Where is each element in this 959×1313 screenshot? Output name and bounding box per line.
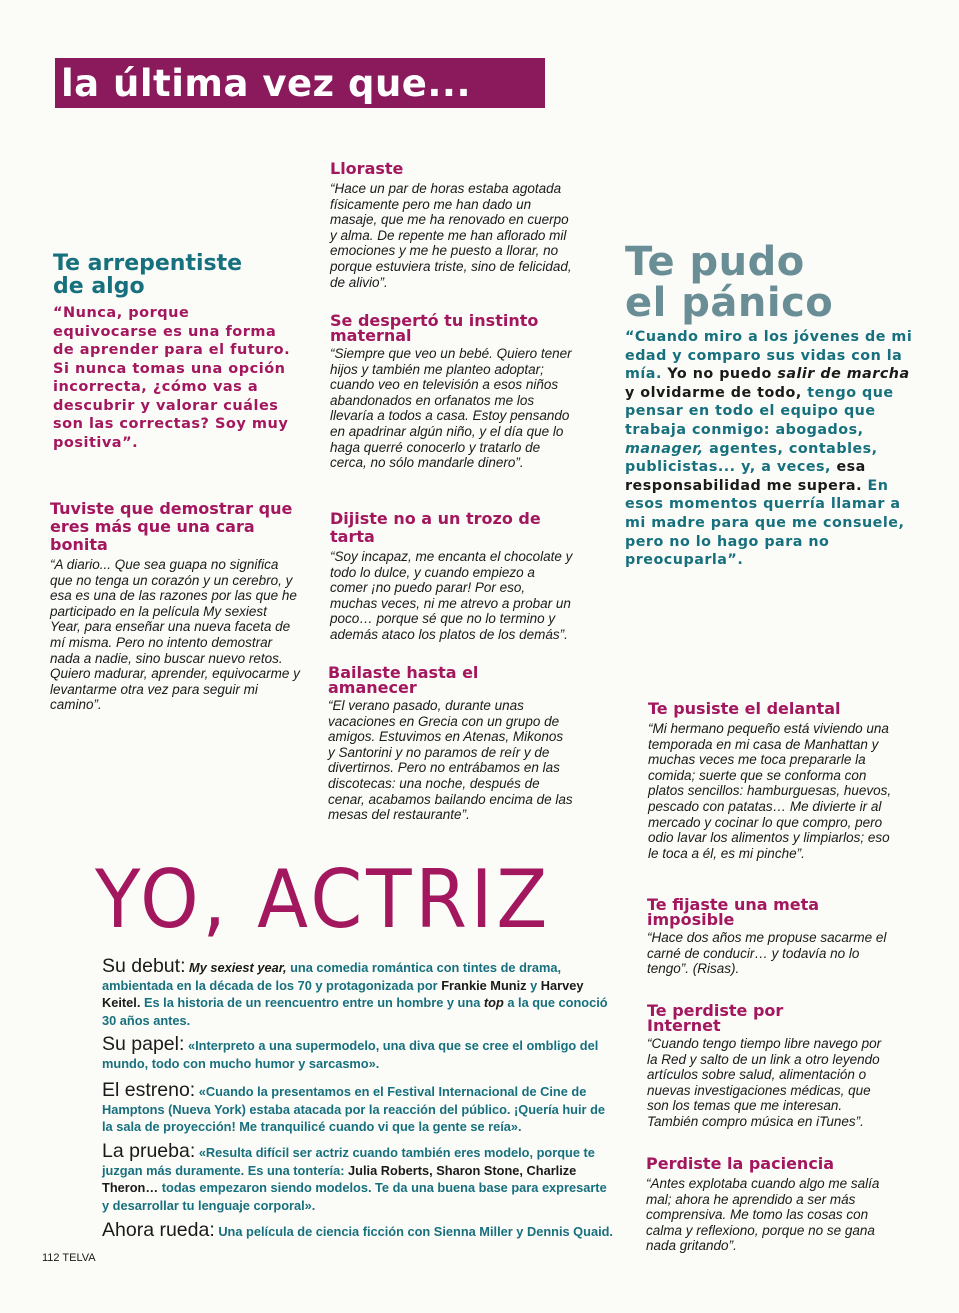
- section-paciencia: [646, 1155, 894, 1254]
- section-heading-line1: Te arrepentiste: [53, 251, 243, 276]
- section-meta: [647, 897, 895, 977]
- section-demostrar: [50, 500, 300, 713]
- section-heading: Bailaste hasta el amanecer: [328, 663, 479, 697]
- section-lloraste: [330, 160, 575, 290]
- section-text: “Soy incapaz, me encanta el chocolate y todo lo dulce, y cuando empiezo a comer ¡no puedo parar! Por eso, muchas veces, ni me atrevo a probar un poco… porque sé que no lo termino y además ataco los platos de los demás”.: [330, 549, 573, 642]
- section-instinto: [330, 313, 575, 471]
- section-heading: Lloraste: [330, 159, 404, 178]
- page-footer: [42, 1252, 96, 1264]
- section-heading: Te perdiste por Internet: [647, 1001, 784, 1035]
- section-text: “Hace dos años me propuse sacarme el carné de conducir… y todavía no lo tengo”. (Risas).: [647, 930, 887, 977]
- section-text: “Mi hermano pequeño está viviendo una temporada en mi casa de Manhattan y muchas veces me toca prepararle la comida; suerte que se conforma con platos sencillos: hamburguesas, huevos, pescado con patatas… Me divierte ir al mercado y cocinar lo que compro, pero odio lavar los alimentos y limpiarlos; eso le toca a él, es mi pinche”.: [648, 721, 892, 861]
- section-text: “Antes explotaba cuando algo me salía mal; ahora he aprendido a ser más comprensiva. Me tomo las cosas con calma y reflexiono, porque no se gana nada gritando”.: [646, 1176, 880, 1254]
- magazine-name: TELVA: [62, 1252, 96, 1264]
- section-heading: Te fijaste una meta imposible: [647, 895, 820, 929]
- actriz-estreno: El estreno: «Cuando la presentamos en el Festival Internacional de Cine de Hamptons (Nueva York) estaba atacada por la reacción del público. ¡Quería huir de la sala de proyección! Me tranquilicé cuando vi que la gente se reía».: [102, 1079, 606, 1134]
- actriz-title: YO, ACTRIZ: [95, 853, 552, 946]
- section-internet: [647, 1003, 895, 1130]
- row-label: Su papel:: [102, 1033, 185, 1055]
- section-heading-line1: Te pudo: [625, 239, 805, 285]
- actriz-prueba: La prueba: «Resulta difícil ser actriz cuando también eres modelo, porque te juzgan más duramente. Es una tontería: Julia Roberts, Sharon Stone, Charlize Theron… todas empezaron siendo modelos. Te da una buena base para expresarte y desarrollar tu lenguaje corporal».: [102, 1140, 607, 1213]
- actriz-rueda: Ahora rueda: Una película de ciencia ficción con Sienna Miller y Dennis Quaid.: [102, 1219, 613, 1241]
- section-panico: [625, 239, 915, 570]
- section-text: “Siempre que veo un bebé. Quiero tener hijos y también me planteo adoptar; cuando veo en televisión a esos niños abandonados en orfanatos me los llevaría a todos a casa. Estoy pensando en apadrinar algún niño, y el día que lo haga querré conocerlo y tratarlo de cerca, no sólo mandarle dinero”.: [330, 346, 572, 471]
- row-label: Su debut:: [102, 955, 186, 977]
- section-bailaste: [328, 665, 573, 823]
- section-text: “Cuando tengo tiempo libre navego por la Red y salto de un link a otro leyendo artículos sobre salud, alimentación o nuevas investigaciones médicas, que son los temas que me interesan. También compro música en iTunes”.: [647, 1036, 882, 1129]
- section-tarta: [330, 510, 575, 643]
- section-heading-line2: el pánico: [625, 280, 834, 326]
- section-heading-line2: de algo: [53, 274, 145, 299]
- section-arrepentiste: [53, 252, 298, 452]
- section-delantal: [648, 700, 896, 861]
- section-heading: Dijiste no a un trozo de tarta: [330, 509, 541, 546]
- page-title: la última vez que...: [61, 61, 472, 105]
- section-heading: Te pusiste el delantal: [648, 699, 841, 718]
- actriz-papel: Su papel: «Interpreto a una supermodelo, una diva que se cree el ombligo del mundo, todo con mucho humor y sarcasmo».: [102, 1033, 599, 1071]
- row-label: La prueba:: [102, 1140, 196, 1162]
- page-number: 112: [42, 1252, 60, 1264]
- section-text: “A diario... Que sea guapa no significa que no tenga un corazón y un cerebro, y esa es una de las razones por las que he participado en la película My sexiest Year, para enseñar una nueva faceta de mí misma. Pero no intento demostrar nada a nadie, sino buscar nuevo retos. Quiero madurar, aprender, equivocarme y levantarme otra vez para seguir mi camino”.: [50, 557, 300, 713]
- section-text: “Nunca, porque equivocarse es una forma de aprender para el futuro. Si nunca tomas una opción incorrecta, ¿cómo vas a descubrir y valorar cuáles son las correctas? Soy muy positiva”.: [53, 305, 291, 451]
- row-label: El estreno:: [102, 1079, 196, 1101]
- section-text: “Cuando miro a los jóvenes de mi edad y comparo sus vidas con la mía. Yo no puedo salir de marcha y olvidarme de todo, tengo que pensar en todo el equipo que trabaja conmigo: abogados, manager, agentes, contables, publicistas... y, a veces, esa responsabilidad me supera. En esos momentos querría llamar a mi madre para que me consuele, pero no lo hago para no preocuparla”.: [625, 329, 913, 569]
- section-heading: Tuviste que demostrar que eres más que una cara bonita: [50, 499, 293, 554]
- row-label: Ahora rueda:: [102, 1219, 215, 1241]
- actriz-debut: Su debut: My sexiest year, una comedia romántica con tintes de drama, ambientada en la década de los 70 y protagonizada por Frankie Muniz y Harvey Keitel. Es la historia de un reencuentro entre un hombre y una top a la que conoció 30 años antes.: [102, 955, 608, 1028]
- section-text: “Hace un par de horas estaba agotada físicamente pero me han dado un masaje, que me ha renovado en cuerpo y alma. De repente me han aflorado mil emociones y me he puesto a llorar, no porque estuviera triste, sino de felicidad, de alivio”.: [330, 181, 572, 290]
- header-banner: [55, 58, 545, 108]
- section-text: “El verano pasado, durante unas vacaciones en Grecia con un grupo de amigos. Estuvimos en Atenas, Mikonos y Santorini y no paramos de reír y de divertirnos. Pero no entrábamos en las discotecas: una noche, después de cenar, acabamos bailando encima de las mesas del restaurante”.: [328, 698, 573, 823]
- section-heading: Perdiste la paciencia: [646, 1154, 835, 1173]
- section-heading: Se despertó tu instinto maternal: [330, 311, 539, 345]
